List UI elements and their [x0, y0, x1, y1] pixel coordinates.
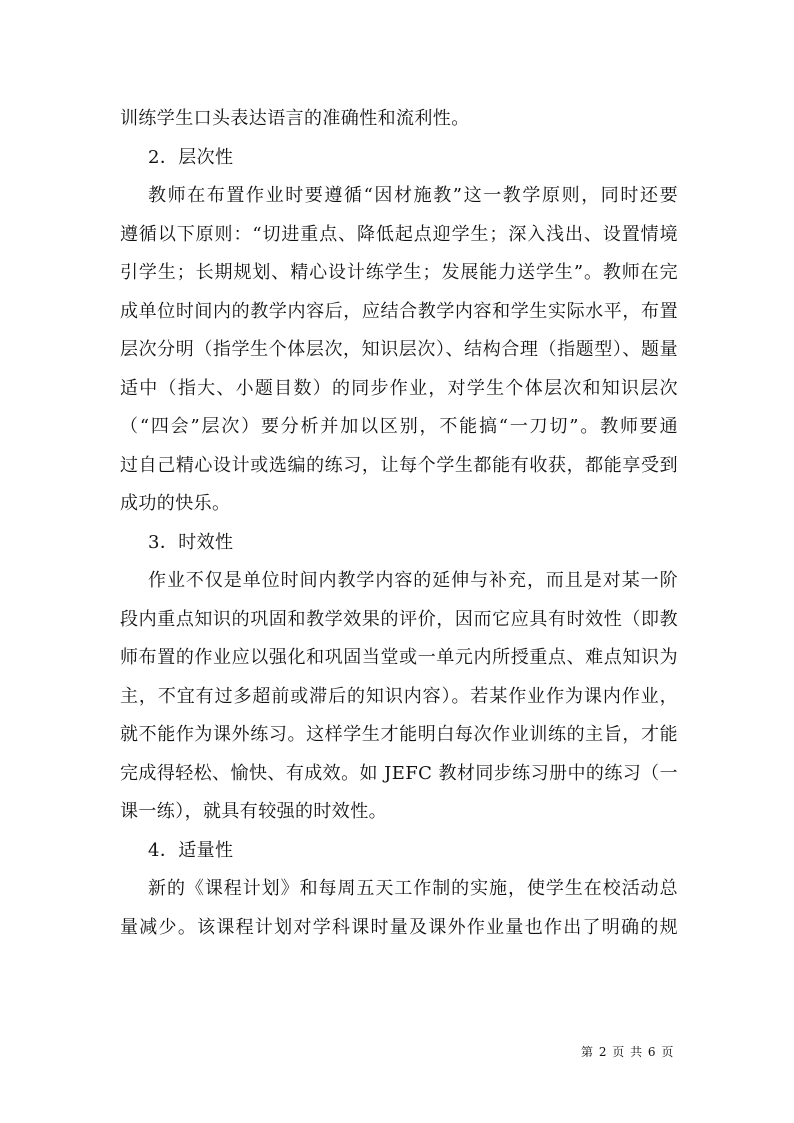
text-line: 作业不仅是单位时间内教学内容的延伸与补充，而且是对某一阶: [148, 570, 678, 591]
text-line: 量减少。该课程计划对学科课时量及课外作业量也作出了明确的规: [120, 916, 678, 938]
text-line: 就不能作为课外练习。这样学生才能明白每次作业训练的主旨，才能: [120, 724, 678, 745]
text-line: 主，不宜有过多超前或滞后的知识内容）。若某作业作为课内作业，: [120, 685, 678, 707]
text-line: 师布置的作业应以强化和巩固当堂或一单元内所授重点、难点知识为: [120, 647, 678, 668]
text-line: 段内重点知识的巩固和教学效果的评价，因而它应具有时效性（即教: [120, 608, 678, 630]
text-line: 遵循以下原则：“切进重点、降低起点迎学生；深入浅出、设置情境: [120, 223, 678, 245]
section-heading: 4．适量性: [148, 839, 234, 861]
document-body: [120, 100, 678, 947]
text-line: 适中（指大、小题目数）的同步作业，对学生个体层次和知识层次: [120, 377, 678, 399]
text-line: 引学生；长期规划、精心设计练学生；发展能力送学生”。教师在完: [120, 262, 678, 283]
text-line: 训练学生口头表达语言的准确性和流利性。: [120, 108, 470, 129]
text-line: 层次分明（指学生个体层次，知识层次）、结构合理（指题型）、题量: [120, 339, 678, 360]
page-number: 第 2 页 共 6 页: [581, 1045, 675, 1059]
text-line: 完成得轻松、愉快、有成效。如 JEFC 教材同步练习册中的练习（一: [120, 762, 678, 784]
text-line: 课一练），就具有较强的时效性。: [120, 801, 387, 822]
text-line: 成功的快乐。: [120, 493, 231, 514]
text-line: 新的《课程计划》和每周五天工作制的实施，使学生在校活动总: [148, 878, 678, 899]
text-line: 过自己精心设计或选编的练习，让每个学生都能有收获，都能享受到: [120, 454, 678, 476]
section-heading: 3．时效性: [148, 531, 234, 553]
section-heading: 2．层次性: [148, 146, 234, 168]
text-line: （“四会”层次）要分析并加以区别，不能搞“一刀切”。教师要通: [120, 416, 678, 437]
text-line: 成单位时间内的教学内容后，应结合教学内容和学生实际水平，布置: [120, 300, 678, 322]
text-line: 教师在布置作业时要遵循“因材施教”这一教学原则，同时还要: [148, 185, 678, 206]
